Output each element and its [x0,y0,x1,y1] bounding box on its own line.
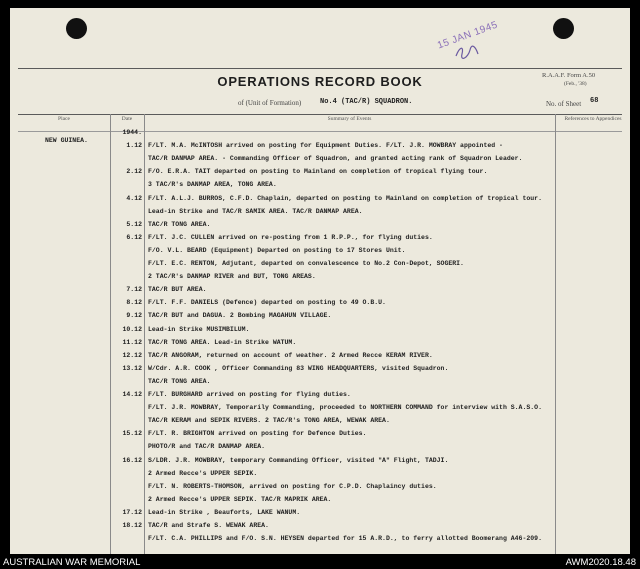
entry-date: 14.12 [122,391,142,398]
entry-date: 18.12 [122,522,142,529]
entry-text: TAC/R ANGORAM, returned on account of weather. 2 Armed Recce KERAM RIVER. [148,351,433,359]
entry-date: 5.12 [126,220,142,228]
place-cell: NEW GUINEA. [45,137,88,144]
entry-row [10,339,630,351]
entry-date: 2.12 [126,168,142,176]
footer-accession: AWM2020.18.48 [565,557,636,568]
entry-date: 17.12 [122,508,142,516]
entry-row [10,181,630,193]
entry-text: 2 Armed Recce's UPPER SEPIK. TAC/R MAPRIK AREA. [148,495,332,503]
entry-text: TAC/R TONG AREA. [148,220,211,228]
entry-row [10,470,630,482]
entry-row [10,260,630,272]
entry-date: 4.12 [126,194,142,202]
sheet-label: No. of Sheet [546,100,582,108]
entry-row [10,299,630,311]
entry-text: TAC/R BUT and DAGUA. 2 Bombing MAGAHUN VILLAGE. [148,312,332,320]
entry-row [10,273,630,285]
entry-row [10,352,630,364]
footer-credit: AUSTRALIAN WAR MEMORIAL [3,557,141,568]
entry-text: F/O. V.L. BEARD (Equipment) Departed on posting to 17 Stores Unit. [148,246,406,254]
entry-row [10,155,630,167]
unit-value: No.4 (TAC/R) SQUADRON. [320,98,413,106]
entry-row [10,522,630,534]
entry-date: 6.12 [126,233,142,241]
column-header-summary: Summary of Events [327,116,372,122]
page-title: OPERATIONS RECORD BOOK [217,74,423,89]
entry-text: F/LT. R. BRIGHTON arrived on posting for Defence Duties. [148,430,367,438]
handwritten-initials [454,44,480,60]
entry-row [10,430,630,442]
entry-row [10,129,630,141]
entry-row [10,312,630,324]
entry-text: TAC/R DANMAP AREA. - Commanding Officer of Squadron, and granted acting rank of Squadron Leader. [148,155,523,163]
entry-row [10,404,630,416]
entry-row [10,457,630,469]
entry-date: 1944. [122,129,142,136]
entry-text: 3 TAC/R's DANMAP AREA, TONG AREA. [148,181,277,189]
column-header-date: Date [121,116,133,122]
entry-row [10,391,630,403]
entry-text: F/LT. N. ROBERTS-THOMSON, arrived on posting for C.P.D. Chaplaincy duties. [148,482,437,490]
entry-date: 1.12 [126,142,142,150]
entry-row [10,234,630,246]
punch-hole [553,18,574,39]
entry-text: TAC/R BUT AREA. [148,286,207,294]
form-date: (Feb., '38) [564,81,587,87]
entry-text: Lead-in Strike , Beauforts, LAKE WANUM. [148,508,301,516]
entry-row [10,326,630,338]
entry-row [10,496,630,508]
entry-text: F/LT. BURGHARD arrived on posting for flying duties. [148,391,351,398]
entry-text: F/LT. M.A. McINTOSH arrived on posting for Equipment Duties. F/LT. J.R. MOWBRAY appointed - [148,142,503,150]
entry-row [10,443,630,455]
entry-row [10,509,630,521]
entry-text: Lead-in Strike and TAC/R SAMIK AREA. TAC/R DANMAP AREA. [148,207,363,215]
punch-hole [66,18,87,39]
entry-row [10,483,630,495]
entry-row [10,247,630,259]
entry-text: F/LT. A.L.J. BURROS, C.F.D. Chaplain, departed on posting to Mainland on completion of tropical tour. [148,194,542,202]
unit-label: of (Unit of Formation) [238,99,302,107]
entry-row [10,378,630,390]
column-header-references: References to Appendices [564,116,622,122]
entry-text: F/LT. J.R. MOWBRAY, Temporarily Commanding, proceeded to NORTHERN COMMAND for interview with S.A.S.O. [148,404,542,412]
entry-text: F/LT. C.A. PHILLIPS and F/O. S.N. HEYSEN departed for 15 A.R.D., to ferry allotted Boomerang A46-209. [148,535,542,543]
entry-text: F/LT. F.F. DANIELS (Defence) departed on posting to 49 O.B.U. [148,299,386,307]
entry-text: F/O. E.R.A. TAIT departed on posting to Mainland on completion of tropical flying tour. [148,168,488,176]
entry-text: S/LDR. J.R. MOWBRAY, temporary Commanding Officer, visited "A" Flight, TADJI. [148,456,449,464]
entry-text: TAC/R KERAM and SEPIK RIVERS. 2 TAC/R's TONG AREA, WEWAK AREA. [148,417,390,425]
entry-date: 16.12 [122,456,142,464]
entry-text: TAC/R and Strafe S. WEWAK AREA. [148,522,269,529]
entry-row [10,286,630,298]
header-rule [18,68,622,69]
entry-date: 11.12 [122,338,142,346]
entry-row [10,208,630,220]
entry-date: 13.12 [122,364,142,372]
entry-date: 10.12 [122,325,142,333]
entry-date: 9.12 [126,312,142,320]
entry-text: PHOTO/R and TAC/R DANMAP AREA. [148,443,266,451]
entry-date: 12.12 [122,351,142,359]
date-stamp: 15 JAN 1945 [436,19,500,52]
entry-date: 7.12 [126,286,142,294]
entry-text: F/LT. J.C. CULLEN arrived on re-posting from 1 R.P.P., for flying duties. [148,233,433,241]
entry-text: W/Cdr. A.R. COOK , Officer Commanding 83 WING HEADQUARTERS, visited Squadron. [148,364,449,372]
entry-row [10,142,630,154]
form-number [542,72,595,88]
entry-row [10,535,630,547]
entry-text: TAC/R TONG AREA. Lead-in Strike WATUM. [148,338,297,346]
entry-text: 2 TAC/R's DANMAP RIVER and BUT, TONG AREAS. [148,273,316,281]
record-sheet [10,8,630,554]
entry-row [10,417,630,429]
entry-text: Lead-in Strike MUSIMBILUM. [148,325,250,333]
entry-text: F/LT. E.C. RENTON, Adjutant, departed on convalescence to No.2 Con-Depot, SOGERI. [148,260,464,267]
entry-date: 8.12 [126,299,142,307]
table-top-rule [18,114,622,115]
entry-row [10,221,630,233]
entry-date: 15.12 [122,430,142,438]
entry-text: 2 Armed Recce's UPPER SEPIK. [148,469,258,477]
entry-row [10,365,630,377]
column-header-place: Place [58,116,70,122]
entry-row [10,168,630,180]
entry-row [10,195,630,207]
form-name: R.A.A.F. Form A.50 [542,72,596,79]
sheet-number: 68 [590,97,599,105]
entry-text: TAC/R TONG AREA. [148,377,211,385]
